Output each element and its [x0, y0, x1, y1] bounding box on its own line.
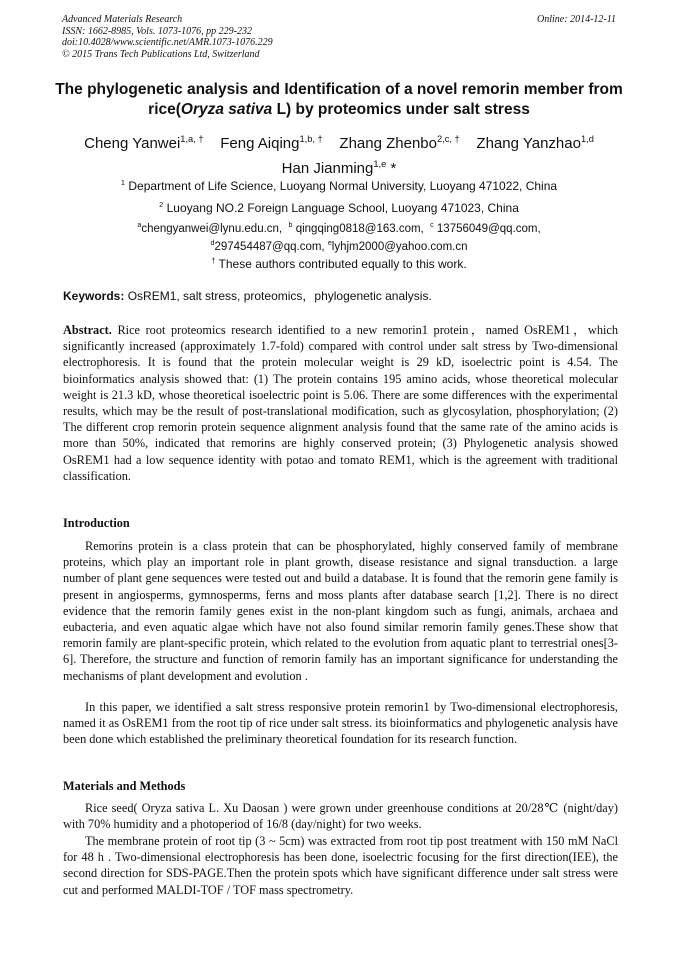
- introduction-paragraph-1: Remorins protein is a class protein that can be phosphorylated, highly conserved family of membrane proteins, which play an important role in plant growth, disease resistance and signal transduction. a large number of plant gene sequences were tested out and build a database. It is found that the remorin gene family is present in angiosperms, gymnosperms, ferns and moss plants after database search [1,2]. There is no direct evidence that the remorin family genes exist in the non-plant kingdom such as fungi, animals, archaea and eubacteria, and even aquatic algae which have not also found similar remorin family genes.These show that remorin family are plant-specific protein, which related to the evolution from aquatic plant to terrestrial ones[3-6]. Therefore, the structure and function of remorin family has an important significance for understanding the mechanisms of plant development and evolution .: [63, 539, 618, 683]
- abstract-text: Rice root proteomics research identified to a new remorin1 protein，named OsREM1，which significantly increased (approximately 1.7-fold) compared with control under salt stress by Two-dimensional electrophoresis. It is found that the protein molecular weight is 29 kD, isoelectric point is 4.54. The bioinformatics analysis showed that: (1) The protein contains 195 amino acids, whose theoretical molecular weight is 21.3 kD, whose theoretical isoelectric point is 5.06. There are some differences with the experimental results, which may be the result of post-translational modification, such as glycosylation, phosphorylation; (2) The different crop remorin protein sequence alignment analysis found that the same rate of the amino acids is more than 50%, indicated that remorins are highly conserved protein; (3) Phylogenetic analysis showed OsREM1 had a low sequence identity with potao and tomato REM1, which is the agreement with traditional classification.: [63, 323, 618, 483]
- paper-title: [40, 80, 638, 120]
- author-name: Feng Aiqing: [220, 135, 300, 152]
- affiliation-1: [40, 175, 638, 194]
- materials-paragraph-2: The membrane protein of root tip (3 ~ 5cm) was extracted from root tip post treatment with 150 mM NaCl for 48 h . Two-dimensional electrophoresis has been done, isoelectric focusing for the first direction(IEE), the second direction for SDS-PAGE.Then the protein spots which have significant difference under salt stress were cut and performed MALDI-TOF / TOF mass spectrometry.: [63, 834, 618, 897]
- title-part-1: The phylogenetic analysis and Identification of a novel remorin member from rice(: [55, 81, 623, 118]
- affiliation-number: 1: [120, 178, 126, 187]
- equal-contribution-note: [40, 253, 638, 272]
- abstract-label: Abstract.: [63, 323, 112, 337]
- materials-paragraph-1: Rice seed( Oryza sativa L. Xu Daosan ) were grown under greenhouse conditions at 20/28℃ (night/day) with 70% humidity and a photoperiod of 16/8 (day/night) for two weeks.: [63, 801, 618, 832]
- author-name: Cheng Yanwei: [84, 135, 181, 152]
- doi-line: doi:10.4028/www.scientific.net/AMR.1073-1076.229: [62, 37, 273, 48]
- email-address: 297454487@qq.com,: [214, 240, 325, 253]
- author-name: Zhang Zhenbo: [339, 135, 437, 152]
- email-address: 13756049@qq.com,: [436, 222, 541, 235]
- author-affiliation-mark: 2,c, †: [436, 134, 460, 144]
- email-mark: a: [137, 221, 142, 229]
- affiliation-text: Department of Life Science, Luoyang Normal University, Luoyang 471022, China: [125, 179, 558, 193]
- journal-header: [62, 14, 616, 60]
- title-part-2: L) by proteomics under salt stress: [272, 101, 530, 118]
- author-affiliation-mark: 1,e: [373, 159, 387, 169]
- author-affiliation-mark: 1,d: [580, 134, 594, 144]
- email-mark: d: [210, 238, 215, 247]
- affiliation-number: 2: [159, 200, 164, 209]
- author-affiliation-mark: 1,b, †: [299, 134, 323, 144]
- author-name: Han Jianming: [281, 160, 374, 177]
- introduction-paragraph-2: In this paper, we identified a salt stress responsive protein remorin1 by Two-dimensional electrophoresis, named it as OsREM1 from the root tip of rice under salt stress. its bioinformatics and phylogenetic analysis have been done which established the preliminary theoretical foundation for its research function.: [63, 700, 618, 747]
- introduction-heading: Introduction: [63, 516, 130, 530]
- issn-line: ISSN: 1662-8985, Vols. 1073-1076, pp 229-232: [62, 25, 252, 37]
- online-date: Online: 2014-12-11: [537, 14, 616, 25]
- email-mark: b: [288, 221, 293, 229]
- keywords-text: OsREM1, salt stress, proteomics，phylogenetic analysis.: [124, 289, 432, 303]
- email-mark: e: [327, 238, 332, 247]
- author-affiliation-mark: 1,a, †: [180, 134, 204, 144]
- journal-name: Advanced Materials Research: [62, 14, 183, 25]
- author-list: [40, 129, 638, 179]
- keywords-label: Keywords:: [63, 289, 125, 303]
- dagger-mark: †: [211, 256, 216, 265]
- email-address: chengyanwei@lynu.edu.cn,: [141, 222, 283, 235]
- email-address: qingqing0818@163.com,: [295, 222, 424, 235]
- keywords: [63, 289, 618, 304]
- affiliation-text: Luoyang NO.2 Foreign Language School, Luoyang 471023, China: [163, 201, 519, 215]
- email-list: [40, 218, 638, 254]
- email-mark: c: [430, 221, 434, 229]
- abstract: [63, 322, 618, 484]
- title-species: Oryza sativa: [180, 101, 273, 118]
- materials-methods-heading: Materials and Methods: [63, 779, 186, 793]
- email-address: lyhjm2000@yahoo.com.cn: [331, 240, 468, 253]
- corresponding-mark: *: [386, 160, 397, 177]
- note-text: These authors contributed equally to this work.: [215, 257, 467, 271]
- affiliation-2: [40, 197, 638, 216]
- author-name: Zhang Yanzhao: [476, 135, 581, 152]
- copyright-line: © 2015 Trans Tech Publications Ltd, Switzerland: [62, 48, 260, 60]
